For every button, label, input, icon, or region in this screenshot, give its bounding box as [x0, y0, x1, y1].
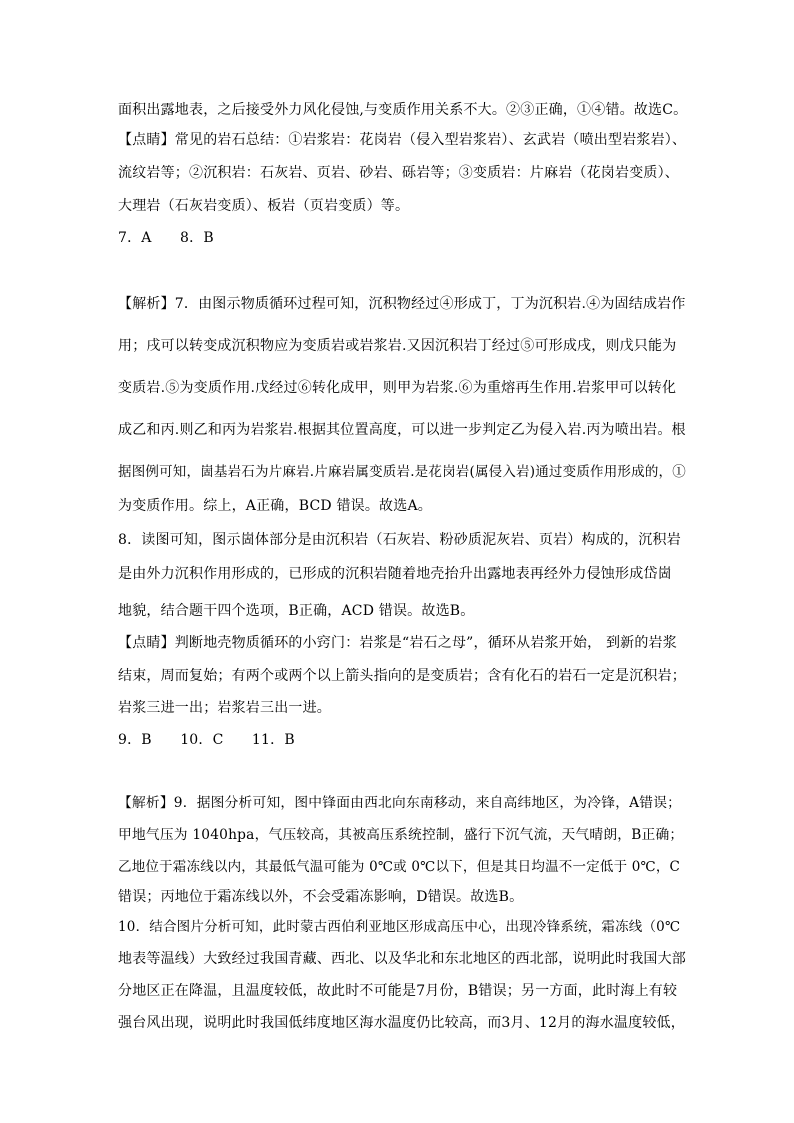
text-line-4: 大理岩（石灰岩变质）、板岩（页岩变质）等。	[118, 198, 410, 214]
text-line-10: 据图例可知，崮基岩石为片麻岩.片麻岩属变质岩.是花岗岩(属侵入岩)通过变质作用形成的，①	[118, 464, 686, 480]
text-line-23: 10．结合图片分析可知，此时蒙古西伯利亚地区形成高压中心，出现冷锋系统，霜冻线（0℃	[118, 919, 681, 935]
text-line-9: 成乙和丙.则乙和丙为岩浆岩.根据其位置高度，可以进一步判定乙为侵入岩.丙为喷出岩。根	[118, 422, 686, 438]
text-line-22: 错误；丙地位于霜冻线以外，不会受霜冻影响，D错误。故选B。	[118, 889, 524, 905]
text-line-21: 乙地位于霜冻线以内，其最低气温可能为 0℃或 0℃以下，但是其日均温不一定低于 0℃，C	[118, 859, 681, 875]
text-line-11: 为变质作用。综上，A正确，BCD 错误。故选A。	[118, 498, 432, 514]
text-line-20: 甲地气压为 1040hpa，气压较高，其被高压系统控制，盛行下沉气流，天气晴朗，B正确；	[118, 827, 684, 843]
text-line-2: 【点睛】常见的岩石总结：①岩浆岩：花岗岩（侵入型岩浆岩）、玄武岩（喷出型岩浆岩）、	[118, 132, 687, 148]
text-line-13: 是由外力沉积作用形成的，已形成的沉积岩随着地壳抬升出露地表再经外力侵蚀形成岱崮	[118, 566, 672, 582]
text-line-6: 【解析】7．由图示物质循环过程可知，沉积物经过④形成丁，丁为沉积岩.④为固结成岩作	[118, 296, 686, 312]
text-line-17: 岩浆三进一出；岩浆岩三出一进。	[118, 700, 331, 716]
text-line-14: 地貌，结合题干四个选项，B正确，ACD 错误。故选B。	[118, 603, 475, 619]
text-line-26: 强台风出现，说明此时我国低纬度地区海水温度仍比较高，而3月、12月的海水温度较低，	[118, 1015, 685, 1031]
text-line-25: 分地区正在降温，且温度较低，故此时不可能是7月份，B错误；另一方面，此时海上有较	[118, 983, 678, 999]
text-line-3: 流纹岩等；②沉积岩：石灰岩、页岩、砂岩、砾岩等；③变质岩：片麻岩（花岗岩变质）、	[118, 165, 679, 181]
answer-line-9-11: 9．B 10．C 11．B	[118, 732, 295, 748]
text-line-16: 结束，周而复始；有两个或两个以上箭头指向的是变质岩；含有化石的岩石一定是沉积岩；	[118, 668, 686, 684]
text-line-15: 【点睛】判断地壳物质循环的小窍门：岩浆是“岩石之母”，循环从岩浆开始， 到新的岩浆	[118, 635, 677, 651]
text-line-12: 8．读图可知，图示崮体部分是由沉积岩（石灰岩、粉砂质泥灰岩、页岩）构成的，沉积岩	[118, 532, 681, 548]
text-line-1: 面积出露地表，之后接受外力风化侵蚀,与变质作用关系不大。②③正确，①④错。故选C。	[118, 102, 688, 118]
text-line-8: 变质岩.⑤为变质作用.戊经过⑥转化成甲，则甲为岩浆.⑥为重熔再生作用.岩浆甲可以转化	[118, 380, 677, 396]
text-line-19: 【解析】9．据图分析可知，图中锋面由西北向东南移动，来自高纬地区，为冷锋，A错误；	[118, 795, 682, 811]
answer-line-7-8: 7．A 8．B	[118, 230, 214, 246]
text-line-7: 用；戌可以转变成沉积物应为变质岩或岩浆岩.又因沉积岩丁经过⑤可形成戌，则戊只能为	[118, 338, 677, 354]
text-line-24: 地表等温线）大致经过我国青藏、西北、以及华北和东北地区的西北部，说明此时我国大部	[118, 951, 686, 967]
